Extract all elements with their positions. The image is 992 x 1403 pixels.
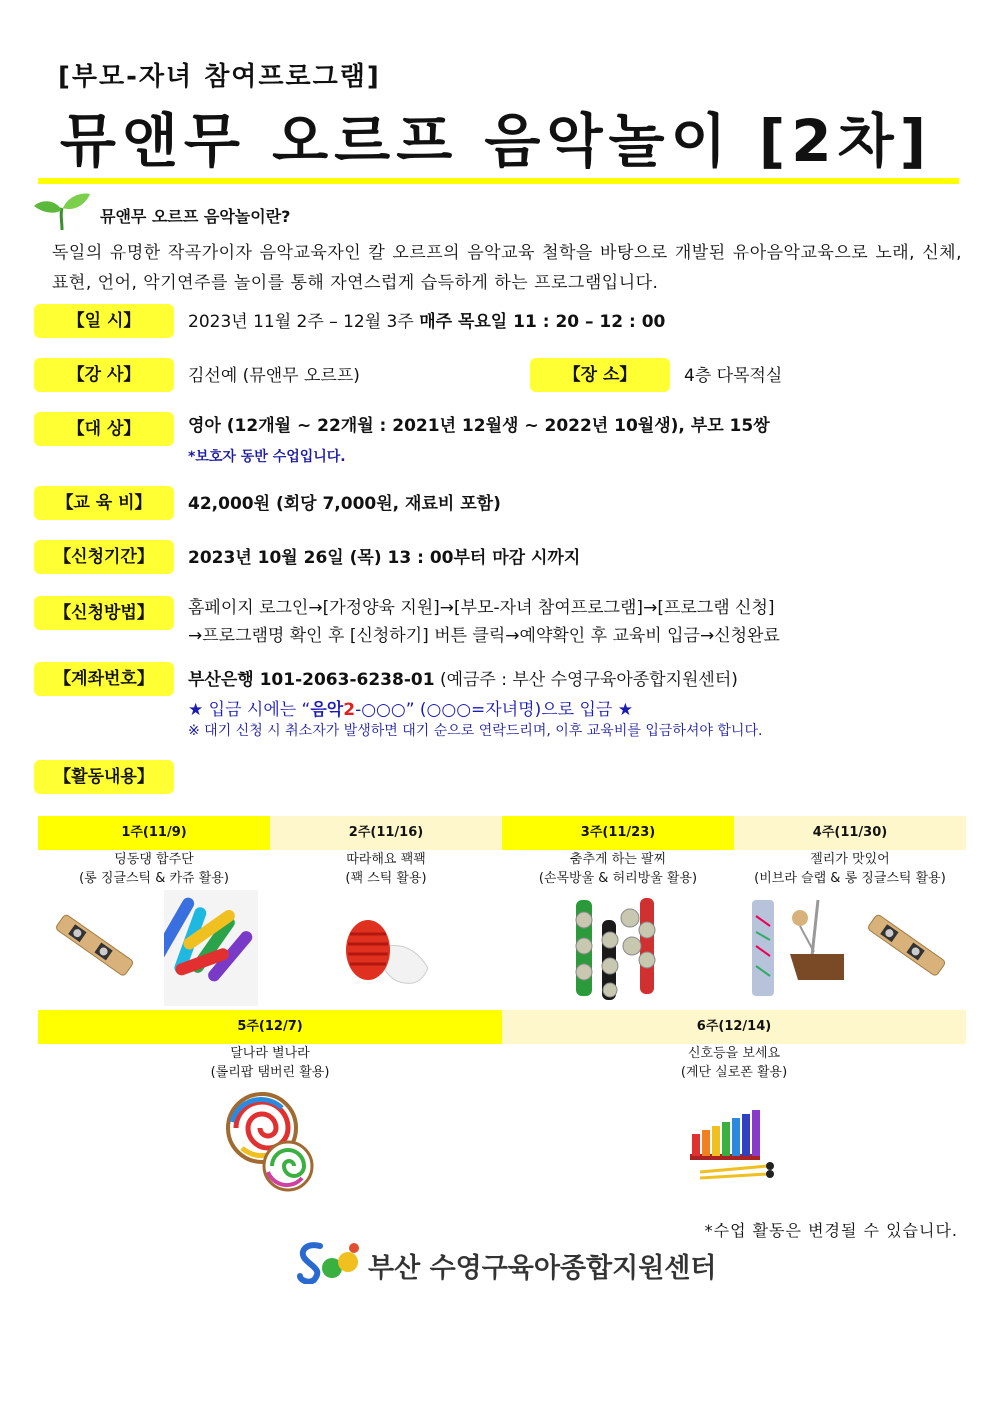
center-logo-icon — [296, 1240, 364, 1284]
vibraslap-image — [748, 896, 852, 1000]
label-target: 【대 상】 — [34, 412, 174, 446]
sprout-icon — [32, 192, 92, 232]
label-instructor: 【강 사】 — [34, 358, 174, 392]
page-title: 뮤앤무 오르프 음악놀이 [2차] — [59, 107, 933, 175]
wrist-bells-image — [570, 890, 664, 1004]
week-4-title: 젤리가 맛있어 — [810, 852, 890, 867]
change-notice: *수업 활동은 변경될 수 있습니다. — [704, 1221, 958, 1240]
deposit-keyword: 음악 — [310, 700, 344, 720]
account-holder: (예금주 : 부산 수영구육아종합지원센터) — [439, 670, 738, 690]
schedule-time: 매주 목요일 11 : 20 – 12 : 00 — [419, 312, 666, 332]
week-4-tools: (비브라 슬랩 & 롱 징글스틱 활용) — [754, 871, 946, 886]
week-2-desc — [270, 850, 502, 888]
week-5-tools: (롤리팝 탬버린 활용) — [210, 1065, 330, 1080]
xylophone-image — [686, 1104, 786, 1184]
deposit-post: -○○○” (○○○=자녀명)으로 입금 ★ — [355, 700, 633, 720]
week-1-title: 딩동댕 합주단 — [114, 852, 194, 867]
deposit-number: 2 — [343, 700, 356, 720]
week-3-title: 춤추게 하는 팔찌 — [569, 852, 667, 867]
week-4-header: 4주(11/30) — [734, 816, 966, 850]
week-3-desc — [502, 850, 734, 888]
schedule-value — [188, 310, 665, 334]
kazoo-image — [164, 890, 258, 1006]
account-number: 부산은행 101-2063-6238-01 — [188, 670, 435, 690]
method-line-1: 홈페이지 로그인→[가정양육 지원]→[부모-자녀 참여프로그램]→[프로그램 신청] — [188, 598, 775, 618]
week-6-title: 신호등을 보세요 — [687, 1046, 781, 1061]
intro-body: 독일의 유명한 작곡가이자 음악교육자인 칼 오르프의 음악교육 철학을 바탕으로 개발된 유아음악교육으로 노래, 신체, 표현, 언어, 악기연주를 놀이를 통해 자연스럽게 습득하게 하는 프로그램입니다. — [52, 243, 962, 293]
week-3-header: 3주(11/23) — [502, 816, 734, 850]
label-place: 【장 소】 — [530, 358, 670, 392]
week-1-tools: (롱 징글스틱 & 카쥬 활용) — [79, 871, 229, 886]
week-6-tools: (계단 실로폰 활용) — [680, 1065, 788, 1080]
week-6-header: 6주(12/14) — [502, 1010, 966, 1044]
week-1-header: 1주(11/9) — [38, 816, 270, 850]
waitlist-note: ※ 대기 신청 시 취소자가 발생하면 대기 순으로 연락드리며, 이후 교육비를 입금하셔야 합니다. — [188, 723, 763, 739]
deposit-instruction — [188, 698, 633, 722]
account-value — [188, 668, 738, 692]
week-1-desc — [38, 850, 270, 888]
deposit-pre: ★ 입금 시에는 “ — [188, 700, 311, 720]
method-line-2: →프로그램명 확인 후 [신청하기] 버튼 클릭→예약확인 후 교육비 입금→신청완료 — [188, 626, 780, 646]
label-account: 【계좌번호】 — [34, 662, 174, 696]
label-activities: 【활동내용】 — [34, 760, 174, 794]
week-2-header: 2주(11/16) — [270, 816, 502, 850]
jingle-stick-image-2 — [856, 896, 956, 996]
label-schedule: 【일 시】 — [34, 304, 174, 338]
label-method: 【신청방법】 — [34, 596, 174, 630]
week-2-title: 따라해요 꽥꽥 — [346, 852, 426, 867]
week-5-desc — [38, 1044, 502, 1082]
target-value: 영아 (12개월 ~ 22개월 : 2021년 12월생 ~ 2022년 10월생), 부모 15쌍 — [188, 416, 770, 436]
title-underline — [38, 178, 959, 184]
intro-heading: 뮤앤무 오르프 음악놀이란? — [100, 207, 291, 226]
lollipop-tambourine-image — [218, 1088, 324, 1198]
week-5-header: 5주(12/7) — [38, 1010, 502, 1044]
period-value: 2023년 10월 26일 (목) 13 : 00부터 마감 시까지 — [188, 548, 581, 568]
center-name: 부산 수영구육아종합지원센터 — [368, 1253, 717, 1284]
week-3-tools: (손목방울 & 허리방울 활용) — [538, 871, 698, 886]
instructor-value: 김선예 (뮤앤무 오르프) — [188, 366, 360, 386]
target-note: *보호자 동반 수업입니다. — [188, 449, 346, 465]
label-period: 【신청기간】 — [34, 540, 174, 574]
week-5-title: 달나라 별나라 — [230, 1046, 310, 1061]
week-6-desc — [502, 1044, 966, 1082]
week-2-tools: (꽥 스틱 활용) — [345, 871, 427, 886]
jingle-stick-image — [44, 896, 144, 996]
label-fee: 【교 육 비】 — [34, 486, 174, 520]
quack-stick-image — [340, 908, 430, 992]
schedule-dates: 2023년 11월 2주 – 12월 3주 — [188, 312, 414, 332]
program-category: [부모-자녀 참여프로그램] — [58, 62, 381, 92]
place-value: 4층 다목적실 — [684, 366, 783, 386]
fee-value: 42,000원 (회당 7,000원, 재료비 포함) — [188, 494, 501, 514]
week-4-desc — [734, 850, 966, 888]
